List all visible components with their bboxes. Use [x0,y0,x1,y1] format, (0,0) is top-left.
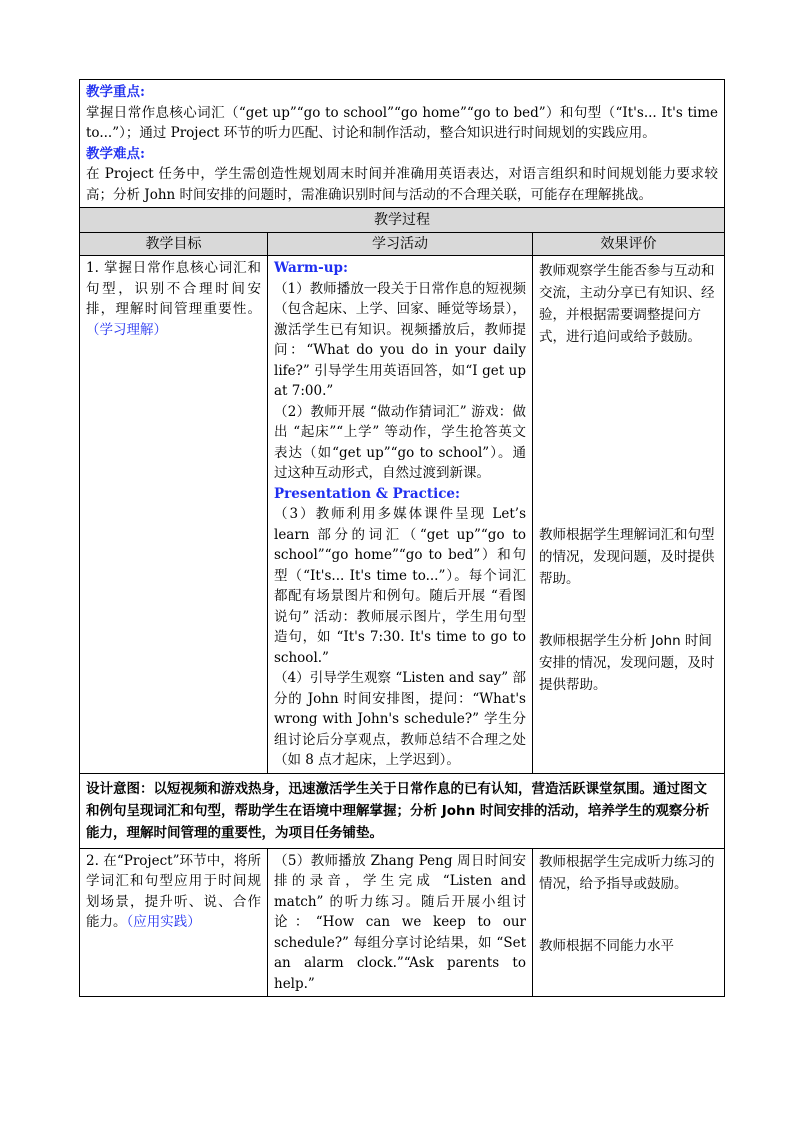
evaluation-1: 教师观察学生能否参与互动和交流，主动分享已有知识、经验，并根据需要调整提问方式，进行追问或给予鼓励。 [539,263,715,345]
activity-5: （5）教师播放 Zhang Peng 周日时间安排的录音，学生完成 “Listen and match” 的听力练习。随后开展小组讨论：“How can we keep to our schedule?” 每组分享讨论结果，如 “Set an alarm clock.”“Ask parents to help.” [274,852,526,992]
evaluation-3: 教师根据学生分析 John 时间安排的情况，发现问题，及时提供帮助。 [539,633,715,693]
stage-2-activities [268,848,533,997]
activity-2: （2）教师开展 “做动作猜词汇” 游戏：做出 “起床”“上学” 等动作，学生抢答英文表达（如“get up”“go to school”）。通过这种互动形式，自然过渡到新课。 [274,403,526,481]
evaluation-4: 教师根据学生完成听力练习的情况，给予指导或鼓励。 [539,853,715,892]
header-activity: 学习活动 [268,233,533,256]
stage-1-goal [80,256,268,774]
stage-2-goal-tag: （应用实践） [126,914,201,930]
difficult-points-text: 在 Project 任务中，学生需创造性规划周末时间并准确用英语表达，对语言组织和时间规划能力要求较高；分析 John 时间安排的问题时，需准确识别时间与活动的不合理关联，可能存在理解挑战。 [86,166,718,203]
process-title: 教学过程 [80,208,725,233]
lesson-plan-table [79,79,725,997]
key-points-heading: 教学重点: [86,84,145,100]
focus-cell [80,80,725,208]
stage-1-goal-tag: （学习理解） [86,321,167,338]
activity-3: （3）教师利用多媒体课件呈现 Let’s learn 部分的词汇（“get up”“go to school”“go home”“go to bed”）和句型（“It's... It's time to...”）。每个词汇都配有场景图片和例句。随后开展 “看图说句” 活动：教师展示图片，学生用句型造句，如 “It's 7:30. It's time to go to school.” [274,506,526,666]
lesson-plan-page [79,79,724,997]
activity-1: （1）教师播放一段关于日常作息的短视频（包含起床、上学、回家、睡觉等场景），激活学生已有知识。视频播放后，教师提问：“What do you do in your daily life?” 引导学生用英语回答，如“I get up at 7:00.” [274,280,526,399]
design-intent [80,773,725,848]
design-intent-row [80,773,725,848]
stage-2-row [80,848,725,997]
design-intent-label: 设计意图： [86,780,154,797]
process-title-row [80,208,725,233]
header-goal: 教学目标 [80,233,268,256]
stage-2-goal [80,848,268,997]
stage-1-goal-text: 1. 掌握日常作息核心词汇和句型，识别不合理时间安排，理解时间管理重要性。 [86,260,261,317]
stage-2-goal-text: 2. 在“Project”环节中，将所学词汇和句型应用于时间规划场景，提升听、说、合作能力。 [86,852,261,930]
presentation-practice-heading: Presentation & Practice: [274,485,461,502]
evaluation-2: 教师根据学生理解词汇和句型的情况，发现问题，及时提供帮助。 [539,527,715,587]
stage-1-row [80,256,725,774]
stage-2-evaluation [533,848,725,997]
activity-4: （4）引导学生观察 “Listen and say” 部分的 John 时间安排图，提问：“What's wrong with John's schedule?” 学生分组讨论后分享观点，教师总结不合理之处（如 8 点才起床，上学迟到）。 [274,670,526,768]
focus-row [80,80,725,208]
key-points-text: 掌握日常作息核心词汇（“get up”“go to school”“go home”“go to bed”）和句型（“It's... It's time to...”）；通过 Project 环节的听力匹配、讨论和制作活动，整合知识进行时间规划的实践应用。 [86,104,718,141]
column-header-row [80,233,725,256]
stage-1-evaluation [533,256,725,774]
design-intent-text: 以短视频和游戏热身，迅速激活学生关于日常作息的已有认知，营造活跃课堂氛围。通过图文和例句呈现词汇和句型，帮助学生在语境中理解掌握；分析 John 时间安排的活动，培养学生的观察分析能力，理解时间管理的重要性，为项目任务铺垫。 [86,780,710,841]
stage-1-activities [268,256,533,774]
evaluation-5: 教师根据不同能力水平 [539,937,674,954]
difficult-points-heading: 教学难点: [86,145,145,162]
warmup-heading: Warm-up: [274,260,348,276]
header-evaluation: 效果评价 [533,233,725,256]
